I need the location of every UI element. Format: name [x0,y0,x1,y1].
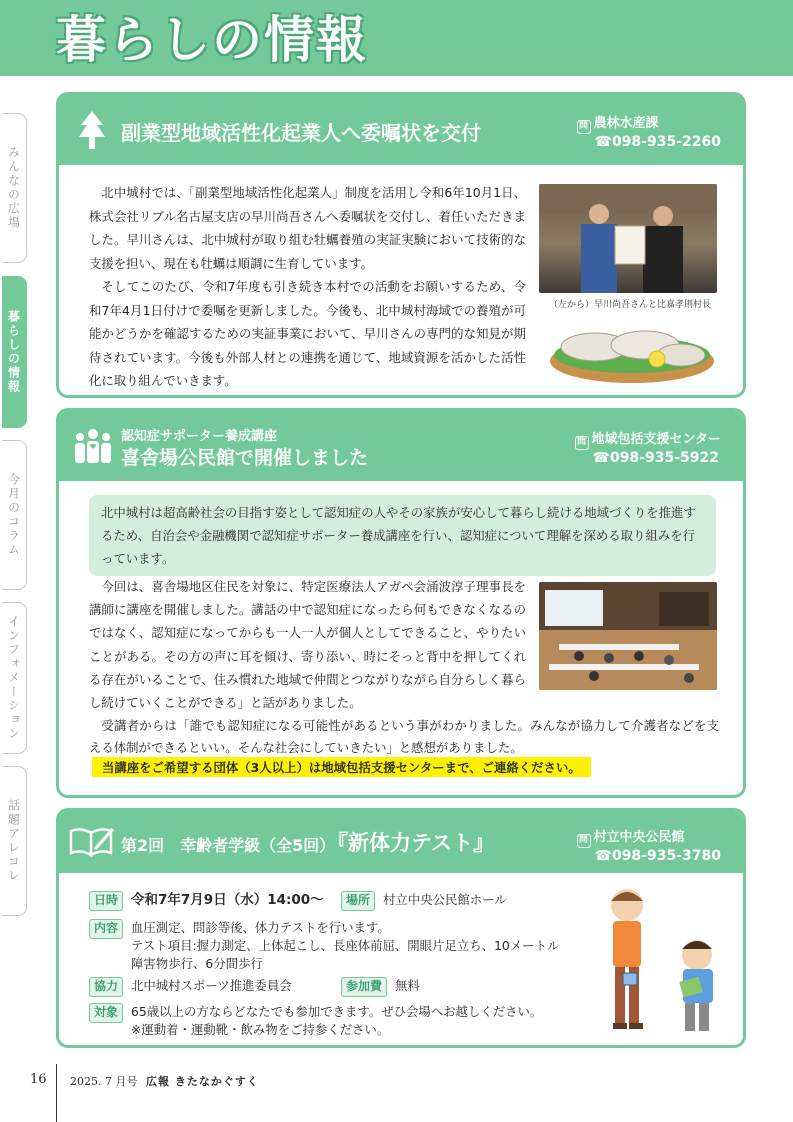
contact-tel: ☎098-935-2260 [594,134,721,150]
contact-info [577,829,721,865]
page-number: 16 [30,1072,47,1087]
contact-dept: 農林水産課 [593,116,659,131]
place-value: 村立中央公民館ホール [383,892,507,907]
side-tab-label: 暮らしの情報 [6,310,21,394]
article-subtitle: 認知症サポーター養成講座 [121,429,278,444]
issue-label: 2025. 7 月号 [70,1075,138,1088]
article-body [89,575,526,714]
date-row [89,891,507,911]
people-icon [73,427,113,465]
article-fukugyo [56,92,746,398]
coop-value: 北中城村スポーツ推進委員会 [131,978,292,993]
side-tab-column[interactable] [2,440,27,590]
contact-dept: 村立中央公民館 [593,830,685,845]
request-highlight: 当講座をご希望する団体（3人以上）は地域包括支援センターまで、ご連絡ください。 [92,757,591,777]
fee-label: 参加費 [341,977,387,997]
content-label: 内容 [89,919,123,939]
footer-divider [56,1064,57,1122]
inquiry-mark: 問 [577,120,591,134]
paragraph: 受講者からは「誰でも認知症になる可能性があるという事がわかりました。みんなが協力して介護者などを支える体制ができるといい。そんな社会にしていきたい」と感想がありました。 [89,718,719,755]
side-tab-kurashi[interactable] [2,276,27,428]
coop-row [89,977,420,997]
intro-notice: 北中城村は超高齢社会の目指す姿として認知症の人やその家族が安心して暮らし続ける地域づくりを推進するため、自治会や金融機関で認知症サポーター養成講座を行い、認知症について理解を深める取り組みを行っています。 [89,495,716,576]
date-label: 日時 [89,891,123,911]
photo-caption: （左から）早川尚吾さんと比嘉孝則村長 [549,300,712,310]
article-ninchisho [56,408,746,798]
inquiry-mark: 問 [577,834,591,848]
inquiry-mark: 問 [575,436,589,450]
paragraph: そしてこのたび、令和7年度も引き続き本村での活動をお願いするため、令和7年4月1日付けで委嘱を更新しました。今後も、北中城村海域での養殖が可能かどうかを確認するための実証事業において、早川さんの専門的な知見が期待されています。今後も外部人材との連携を通じて、地域資源を活かした活性化に取り組んでいきます。 [89,279,526,388]
tree-icon [77,109,107,151]
target-row [89,1003,591,1039]
paragraph: 北中城村では、「副業型地域活性化起業人」制度を活用し令和6年10月1日、株式会社リブル名古屋支店の早川尚吾さんへ委嘱状を交付し、着任いただきました。早川さんは、北中城村が取り組む牡蠣養殖の実証実験において技術的な支援を担い、現在も牡蠣は順調に生育しています。 [89,185,526,271]
page-title: 暮らしの情報 [56,11,368,69]
oyster-illustration [547,315,717,387]
coop-label: 協力 [89,977,123,997]
article-body-comments [89,715,719,759]
content-row [89,919,581,973]
contact-info [575,431,721,467]
side-tab-label: 今月のコラム [6,473,21,557]
date-value: 令和7年7月9日（水）14:00〜 [131,892,324,908]
fee-value: 無料 [395,978,420,993]
lecture-photo [539,582,717,690]
side-tab-label: 話題アレコレ [6,799,21,883]
article-title: 喜舎場公民館で開催しました [121,447,369,469]
side-tab-label: みんなの広場 [6,146,21,230]
commission-photo [539,184,717,293]
contact-info [577,115,721,151]
book-icon [67,825,117,859]
article-title-prefix: 第2回 幸齢者学級（全5回） [121,836,336,855]
article-title: 『新体力テスト』 [327,831,495,855]
place-label: 場所 [341,891,375,911]
paragraph: 今回は、喜舎場地区住民を対象に、特定医療法人アガペ会涌波淳子理事長を講師に講座を開催しました。講話の中で認知症になったら何もできなくなるのではなく、認知症になってからも一人一人が個人としてできること、やりたいことがある。その方の声に耳を傾け、寄り添い、時にそっと背中を押してくれる存在がいることで、住み慣れた地域で仲間とつながりながら自分らしく暮らし続けていくことができる」と話がありました。 [89,579,526,711]
contact-tel: ☎098-935-3780 [594,848,721,864]
contact-dept: 地域包括支援センター [591,432,721,447]
side-tab-wadai[interactable] [2,766,27,916]
side-tab-information[interactable] [2,602,27,754]
article-body [89,181,526,393]
side-tab-minna[interactable] [2,113,27,263]
target-label: 対象 [89,1003,123,1023]
article-tairyoku [56,808,746,1048]
contact-tel: ☎098-935-5922 [592,450,719,466]
page-footer [0,1064,793,1122]
target-value: 65歳以上の方ならどなたでも参加できます。ぜひ会場へお越しください。 ※運動着・運動靴・飲み物をご持参ください。 [131,1004,543,1037]
exercise-illustration [599,883,739,1041]
side-tab-label: インフォメーション [6,615,21,741]
publication-name: 広報 きたなかぐすく [146,1075,259,1088]
content-value: 血圧測定、問診等後、体力テストを行います。 テスト項目:握力測定、上体起こし、長座体前屈、開眼片足立ち、10メートル 障害物歩行、6分間歩行 [131,920,560,971]
article-title: 副業型地域活性化起業人へ委嘱状を交付 [121,121,481,145]
